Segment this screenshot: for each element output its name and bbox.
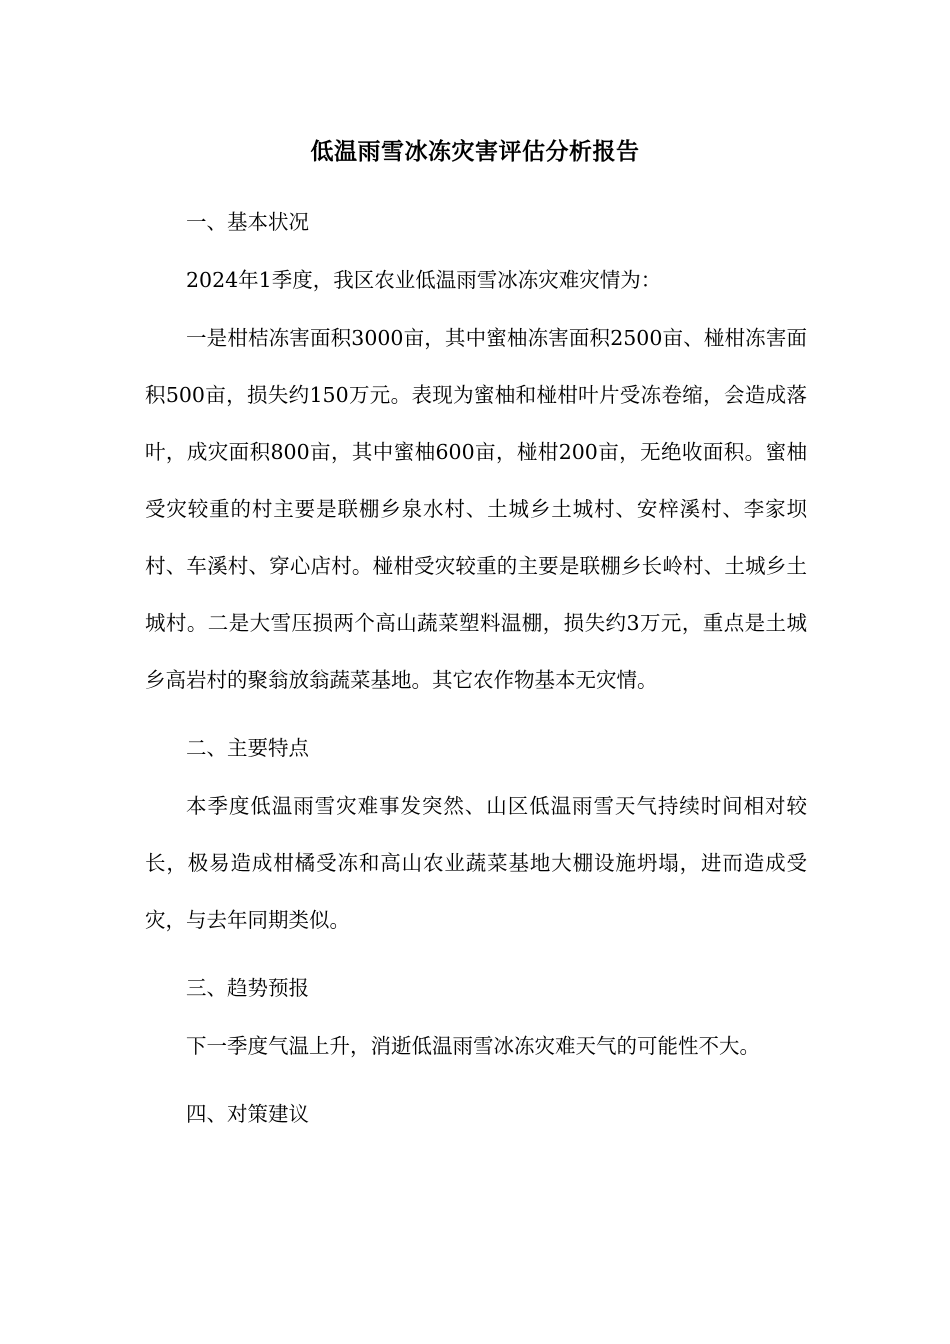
paragraph-intro: 2024年1季度，我区农业低温雨雪冰冻灾难灾情为：	[186, 268, 662, 292]
paragraph-main-features: 本季度低温雨雪灾难事发突然、山区低温雨雪天气持续时间相对较长，极易造成柑橘受冻和高山农业蔬菜基地大棚设施坍塌，进而造成受灾，与去年同期类似。	[145, 794, 807, 932]
paragraph-trend-forecast: 下一季度气温上升，消逝低温雨雪冰冻灾难天气的可能性不大。	[186, 1034, 760, 1058]
document-title: 低温雨雪冰冻灾害评估分析报告	[310, 138, 640, 165]
section-heading-main-features: 二、主要特点	[186, 736, 309, 760]
section-heading-countermeasures: 四、对策建议	[186, 1102, 309, 1126]
document-body	[145, 203, 807, 1153]
section-heading-trend-forecast: 三、趋势预报	[186, 976, 309, 1000]
paragraph-disaster-details: 一是柑桔冻害面积3000亩，其中蜜柚冻害面积2500亩、椪柑冻害面积500亩，损失约150万元。表现为蜜柚和椪柑叶片受冻卷缩，会造成落叶，成灾面积800亩，其中蜜柚600亩，椪柑200亩，无绝收面积。蜜柚受灾较重的村主要是联棚乡泉水村、土城乡土城村、安梓溪村、李家坝村、车溪村、穿心店村。椪柑受灾较重的主要是联棚乡长岭村、土城乡土城村。二是大雪压损两个高山蔬菜塑料温棚，损失约3万元，重点是土城乡高岩村的聚翁放翁蔬菜基地。其它农作物基本无灾情。	[145, 326, 807, 692]
section-heading-basic-situation: 一、基本状况	[186, 210, 309, 234]
